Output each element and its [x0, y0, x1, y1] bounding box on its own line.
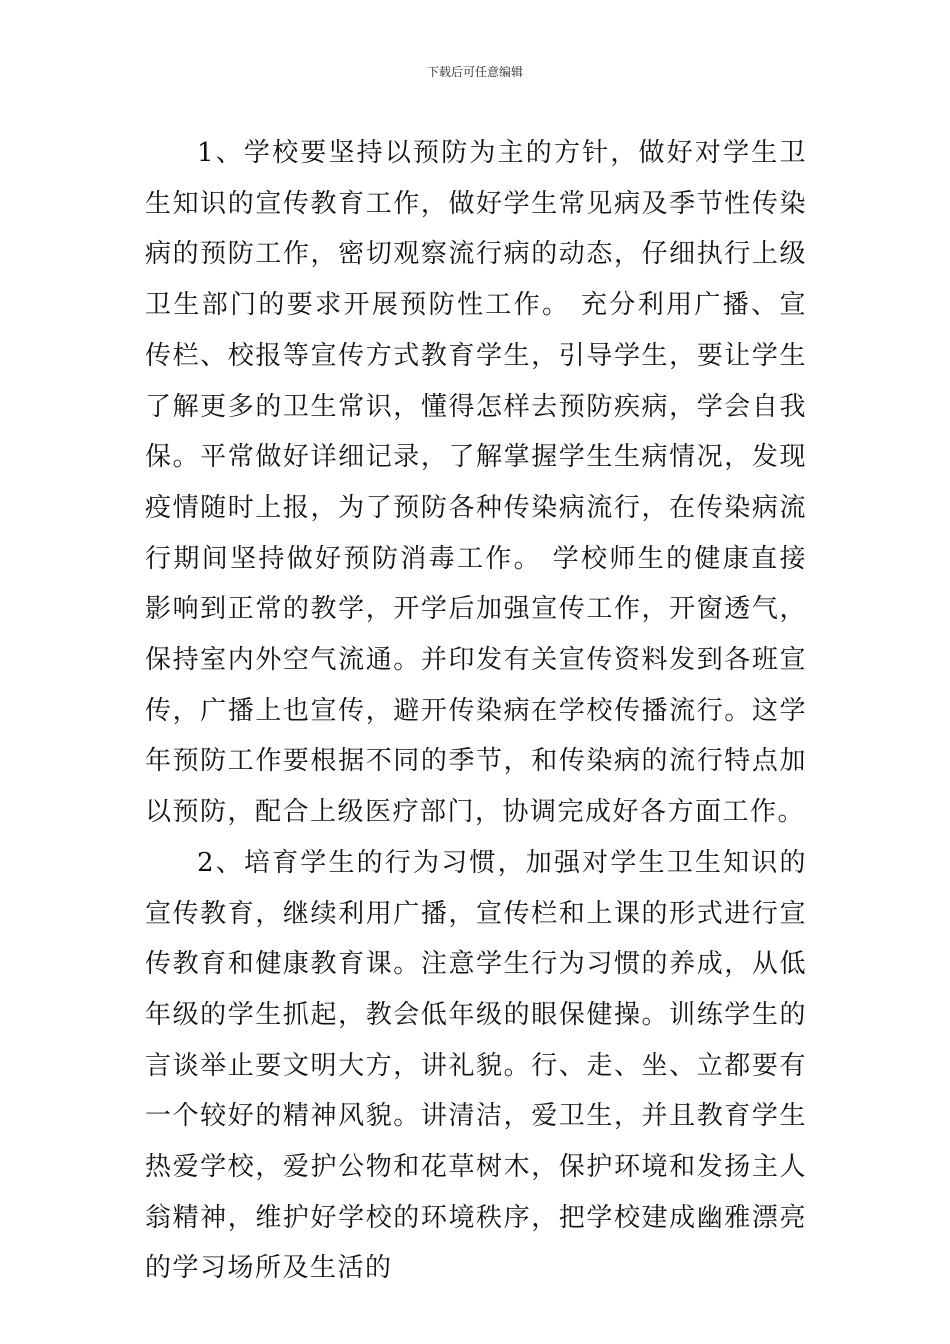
paragraph-2: 2、培育学生的行为习惯，加强对学生卫生知识的宣传教育，继续利用广播，宣传栏和上课的形式进行宣传教育和健康教育课。注意学生行为习惯的养成，从低年级的学生抓起，教会低年级的眼保健操。训练学生的言谈举止要文明大方，讲礼貌。行、走、坐、立都要有一个较好的精神风貌。讲清洁，爱卫生，并且教育学生热爱学校，爱护公物和花草树木，保护环境和发扬主人翁精神，维护好学校的环境秩序，把学校建成幽雅漂亮的学习场所及生活的: [145, 847, 807, 1284]
page-header: 下载后可任意编辑: [426, 65, 523, 79]
paragraph-1: 1、学校要坚持以预防为主的方针，做好对学生卫生知识的宣传教育工作，做好学生常见病及季节性传染病的预防工作，密切观察流行病的动态，仔细执行上级卫生部门的要求开展预防性工作。 充分利用广播、宣传栏、校报等宣传方式教育学生，引导学生，要让学生了解更多的卫生常识，懂得怎样去预防疾病，学会自我保。平常做好详细记录，了解掌握学生生病情况，发现疫情随时上报，为了预防各种传染病流行，在传染病流行期间坚持做好预防消毒工作。 学校师生的健康直接影响到正常的教学，开学后加强宣传工作，开窗透气，保持室内外空气流通。并印发有关宣传资料发到各班宣传，广播上也宣传，避开传染病在学校传播流行。这学年预防工作要根据不同的季节，和传染病的流行特点加以预防，配合上级医疗部门，协调完成好各方面工作。: [145, 138, 807, 828]
document-body: [145, 128, 807, 1294]
